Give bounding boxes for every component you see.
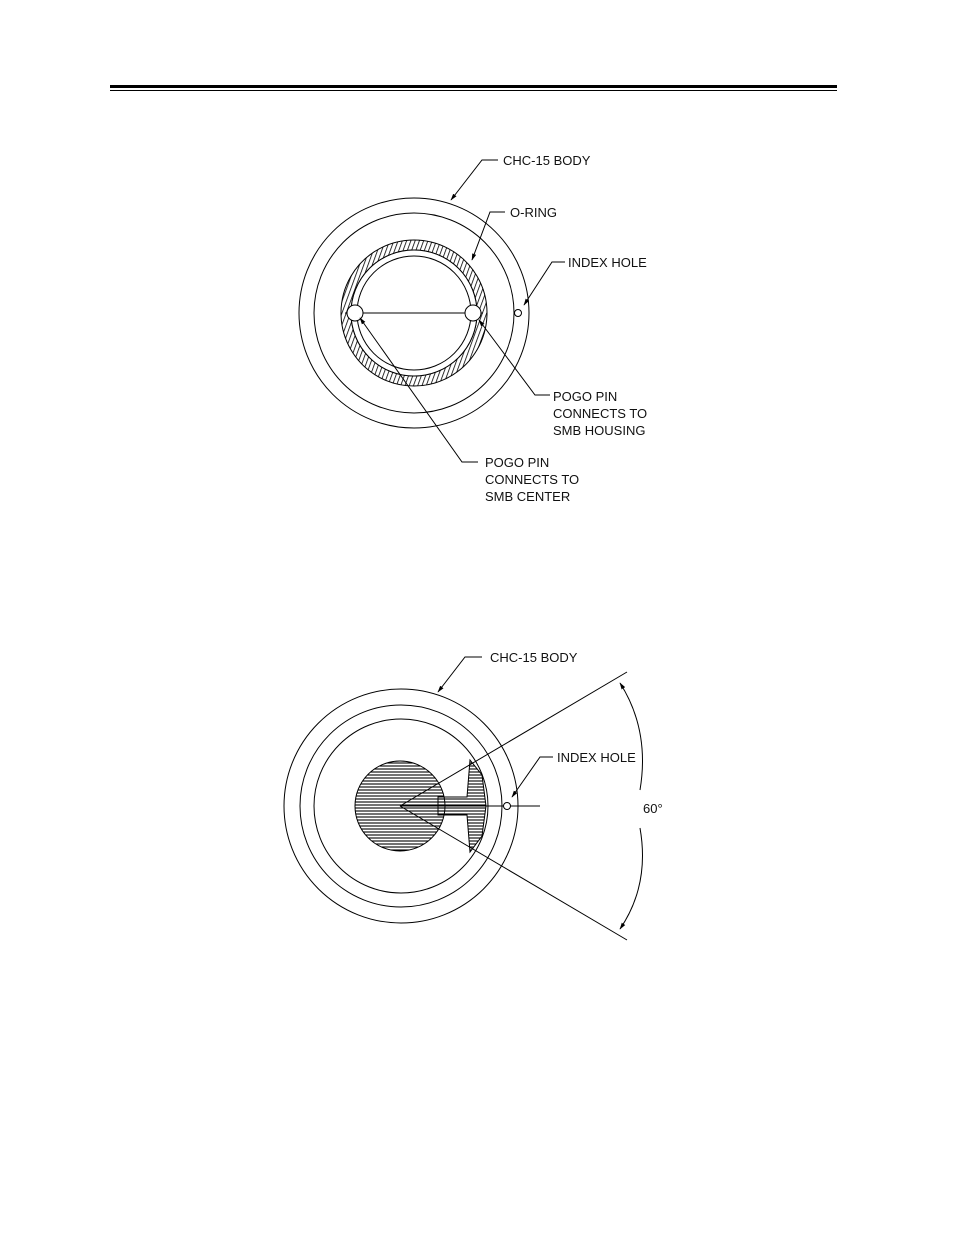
angle-arc-upper <box>620 683 643 790</box>
fig1-oring-label: O-RING <box>510 205 557 220</box>
fig1-body-label: CHC-15 BODY <box>503 153 591 168</box>
index-hole <box>515 310 522 317</box>
fig1-pogo-housing-line3: SMB HOUSING <box>553 423 646 438</box>
angle-line-upper <box>400 672 627 806</box>
pogo-housing-leader <box>479 320 550 395</box>
angle-arc-lower <box>620 828 643 929</box>
figure1-top-view <box>299 153 647 504</box>
index-hole-leader <box>524 262 565 305</box>
fig1-pogo-center-line3: SMB CENTER <box>485 489 571 504</box>
index-hole <box>504 803 511 810</box>
fig2-body-label: CHC-15 BODY <box>490 650 578 665</box>
body-leader <box>451 160 498 200</box>
fig1-index-hole-label: INDEX HOLE <box>568 255 647 270</box>
fig1-pogo-center-line2: CONNECTS TO <box>485 472 580 487</box>
body-leader <box>438 657 482 692</box>
fig2-angle-label: 60° <box>643 801 663 816</box>
index-hole-leader <box>512 757 553 797</box>
pogo-pin-housing <box>465 305 481 321</box>
fig2-index-hole-label: INDEX HOLE <box>557 750 636 765</box>
angle-line-lower <box>400 806 627 940</box>
fig1-pogo-housing-line2: CONNECTS TO <box>553 406 648 421</box>
fig1-pogo-center-line1: POGO PIN <box>485 455 550 470</box>
fig1-pogo-housing-line1: POGO PIN <box>553 389 618 404</box>
figure2-bottom-view <box>284 650 663 940</box>
